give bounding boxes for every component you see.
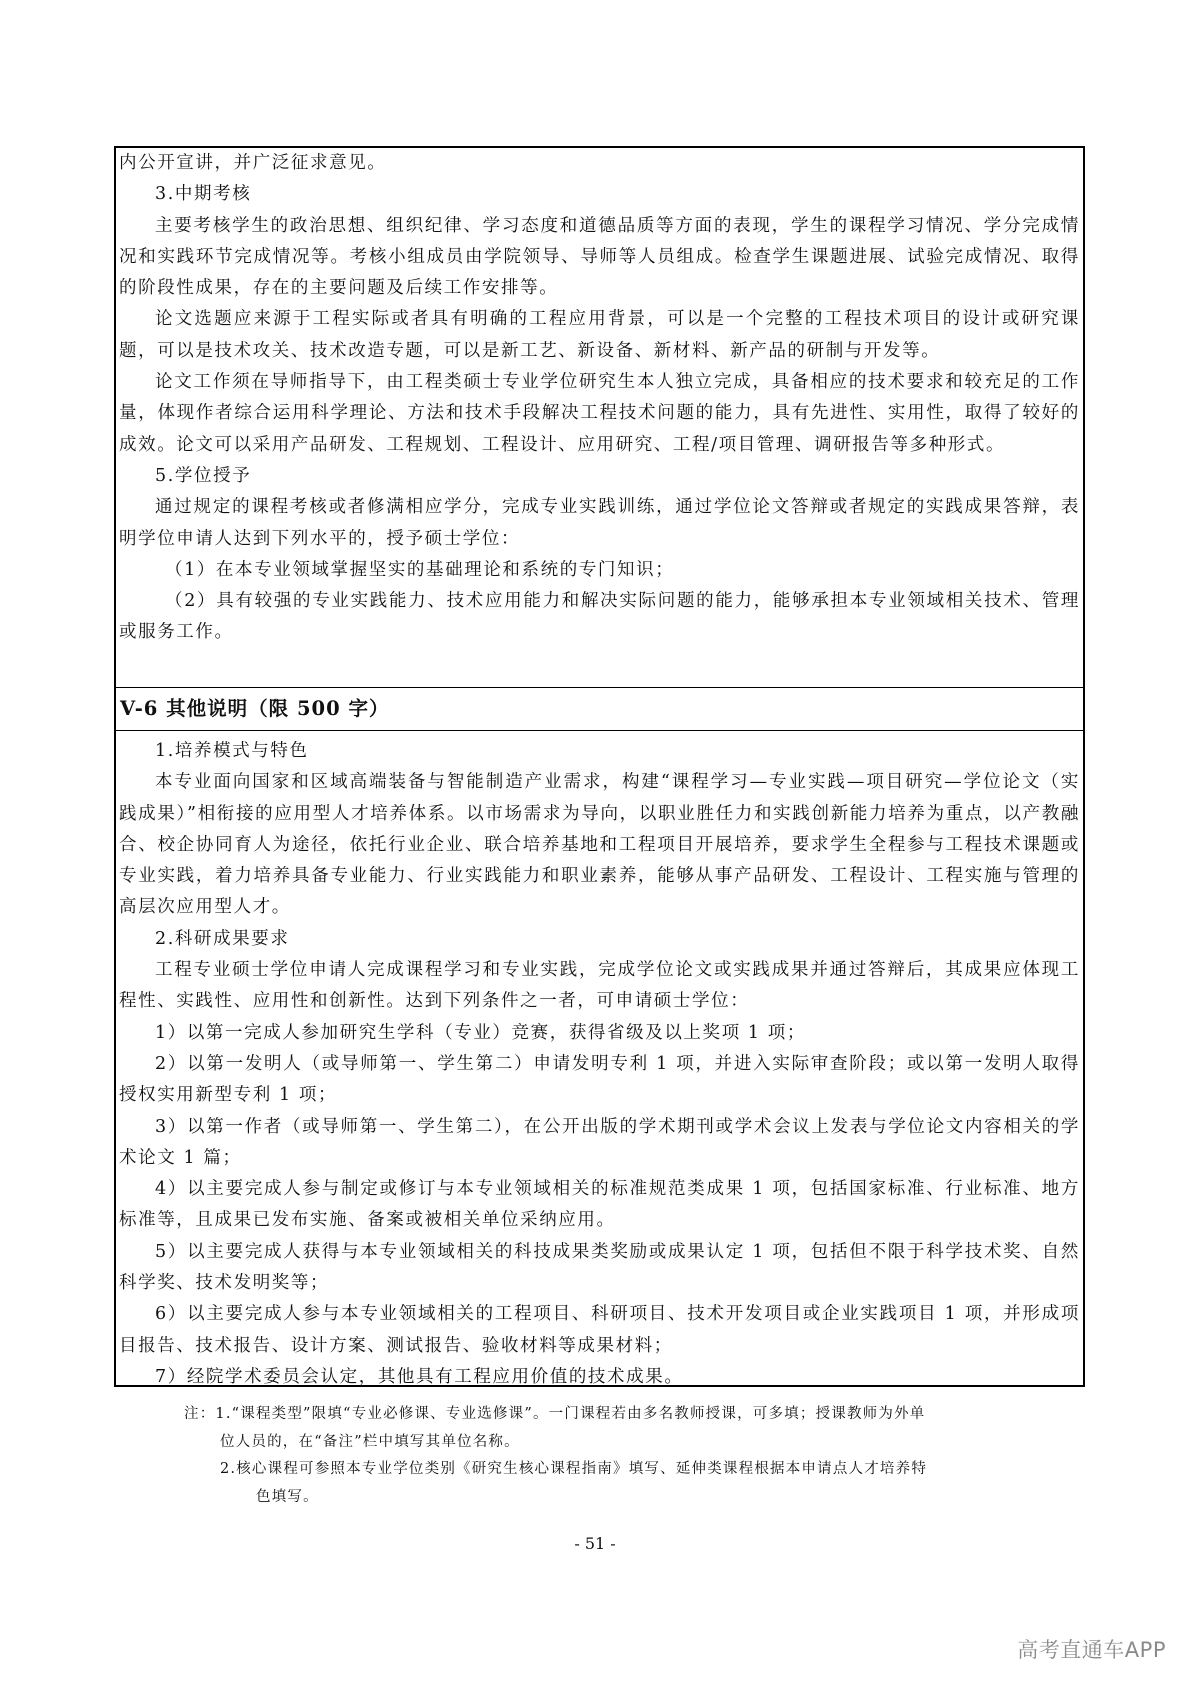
- footnote-1: [184, 1401, 1044, 1456]
- list-item: 3）以第一作者（或导师第一、学生第二），在公开出版的学术期刊或学术会议上发表与学位论文内容相关的学术论文 1 篇；: [119, 1116, 1080, 1168]
- list-item: 5）以主要完成人获得与本专业领域相关的科技成果类奖励或成果认定 1 项，包括但不限于科学技术奖、自然科学奖、技术发明奖等；: [119, 1241, 1080, 1294]
- list-item: 2）以第一发明人（或导师第一、学生第二）申请发明专利 1 项，并进入实际审查阶段；或以第一发明人取得授权实用新型专利 1 项；: [119, 1053, 1080, 1106]
- list-item: （2）具有较强的专业实践能力、技术应用能力和解决实际问题的能力，能够承担本专业领域相关技术、管理或服务工作。: [119, 591, 1080, 643]
- list-item: （1）在本专业领域掌握坚实的基础理论和系统的专门知识；: [165, 559, 675, 580]
- paragraph: 主要考核学生的政治思想、组织纪律、学习态度和道德品质等方面的表现，学生的课程学习情况、学分完成情况和实践环节完成情况等。考核小组成员由学院领导、导师等人员组成。检查学生课题进展、试验完成情况、取得的阶段性成果，存在的主要问题及后续工作安排等。: [119, 215, 1080, 299]
- section-divider: [116, 687, 1083, 688]
- footnotes: [184, 1401, 1044, 1511]
- section-previous-content: [116, 148, 1083, 687]
- footnote-1-line: 注：1.“课程类型”限填“专业必修课、专业选修课”。一门课程若由多名教师授课，可多填；授课教师为外单: [184, 1406, 926, 1422]
- subheading: 5.学位授予: [155, 465, 252, 486]
- header-divider: [116, 730, 1083, 731]
- list-item: 6）以主要完成人参与本专业领域相关的工程项目、科研项目、技术开发项目或企业实践项目 1 项，并形成项目报告、技术报告、设计方案、测试报告、验收材料等成果材料；: [119, 1304, 1080, 1356]
- paragraph: 本专业面向国家和区域高端装备与智能制造产业需求，构建“课程学习—专业实践—项目研究—学位论文（实践成果）”相衔接的应用型人才培养体系。以市场需求为导向，以职业胜任力和实践创新能力培养为重点，以产教融合、校企协同育人为途径，依托行业企业、联合培养基地和工程项目开展培养，要求学生全程参与工程技术课题或专业实践，着力培养具备专业能力、行业实践能力和职业素养，能够从事产品研发、工程设计、工程实施与管理的高层次应用型人才。: [119, 772, 1080, 918]
- footnote-2-continuation: 色填写。: [256, 1488, 319, 1505]
- list-item: 1）以第一完成人参加研究生学科（专业）竞赛，获得省级及以上奖项 1 项；: [155, 1022, 806, 1043]
- footnote-2-line: 2.核心课程可参照本专业学位类别《研究生核心课程指南》填写、延伸类课程根据本申请点人才培养特: [220, 1461, 928, 1477]
- section-v6-content: [116, 736, 1083, 1393]
- footnote-2: [184, 1456, 1044, 1511]
- form-table: [114, 146, 1085, 1387]
- paragraph: 通过规定的课程考核或者修满相应学分，完成专业实践训练，通过学位论文答辩或者规定的实践成果答辩，表明学位申请人达到下列水平的，授予硕士学位：: [119, 497, 1080, 549]
- paragraph: 内公开宣讲，并广泛征求意见。: [119, 153, 387, 173]
- subheading: 1.培养模式与特色: [155, 741, 309, 761]
- footnote-1-continuation: 位人员的，在“备注”栏中填写其单位名称。: [220, 1433, 520, 1450]
- page-number: - 51 -: [574, 1534, 616, 1553]
- list-item: 7）经院学术委员会认定，其他具有工程应用价值的技术成果。: [155, 1366, 684, 1387]
- section-header-v6: V-6 其他说明（限 500 字）: [120, 697, 390, 720]
- paragraph: 工程专业硕士学位申请人完成课程学习和专业实践，完成学位论文或实践成果并通过答辩后，其成果应体现工程性、实践性、应用性和创新性。达到下列条件之一者，可申请硕士学位：: [119, 960, 1080, 1012]
- subheading: 2.科研成果要求: [155, 928, 290, 949]
- watermark: 高考直通车APP: [1017, 1638, 1166, 1662]
- paragraph: 论文工作须在导师指导下，由工程类硕士专业学位研究生本人独立完成，具备相应的技术要求和较充足的工作量，体现作者综合运用科学理论、方法和技术手段解决工程技术问题的能力，具有先进性、实用性，取得了较好的成效。论文可以采用产品研发、工程规划、工程设计、应用研究、工程/项目管理、调研报告等多种形式。: [119, 372, 1080, 455]
- subheading: 3.中期考核: [155, 184, 252, 205]
- paragraph: 论文选题应来源于工程实际或者具有明确的工程应用背景，可以是一个完整的工程技术项目的设计或研究课题，可以是技术攻关、技术改造专题，可以是新工艺、新设备、新材料、新产品的研制与开发等。: [119, 309, 1080, 361]
- list-item: 4）以主要完成人参与制定或修订与本专业领域相关的标准规范类成果 1 项，包括国家标准、行业标准、地方标准等，且成果已发布实施、备案或被相关单位采纳应用。: [119, 1179, 1080, 1231]
